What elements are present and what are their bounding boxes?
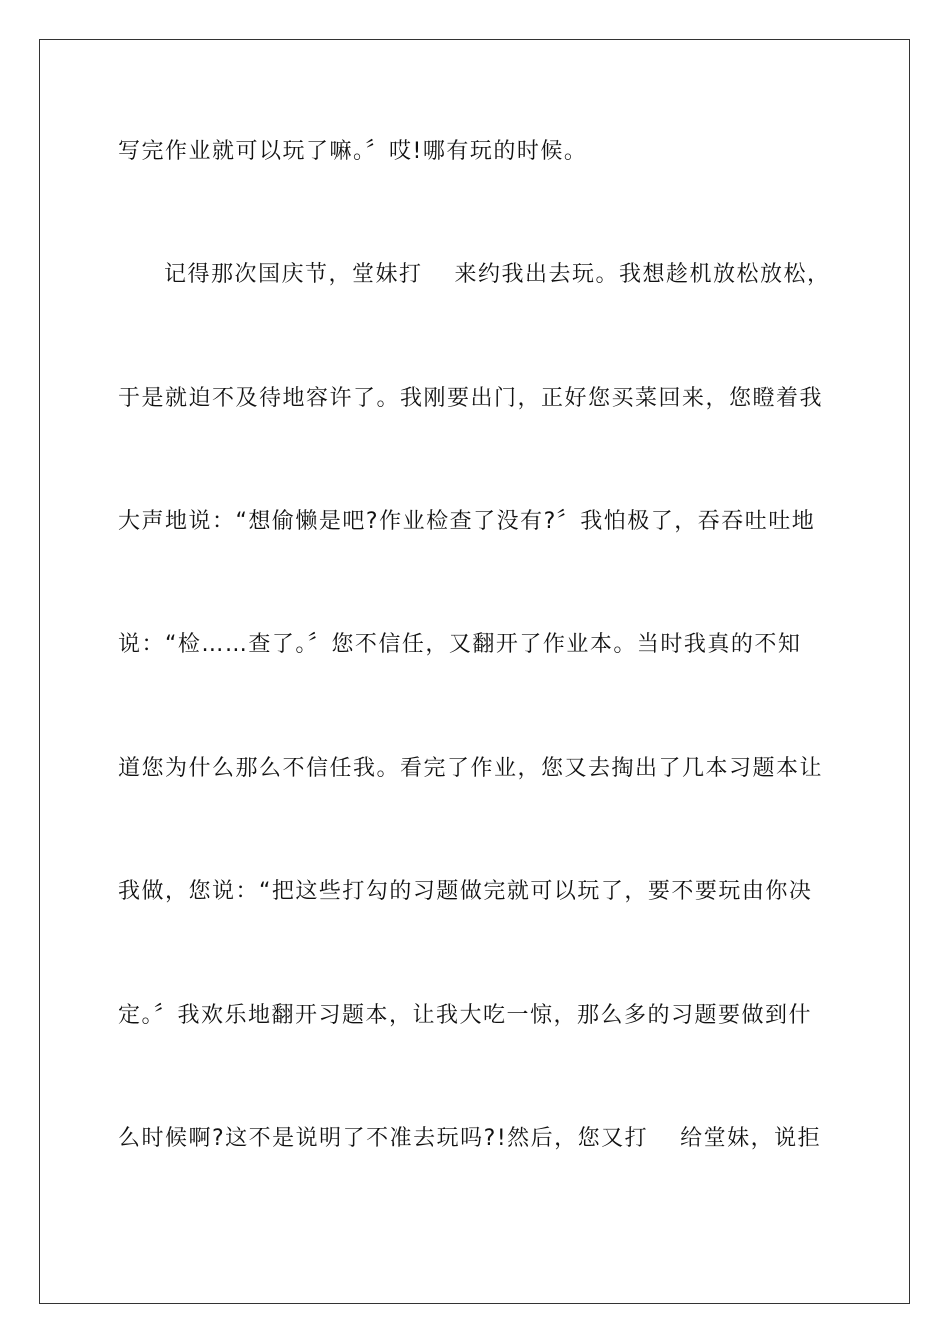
text-line-5: 说：“检……查了。〞您不信任，又翻开了作业本。当时我真的不知 — [118, 632, 802, 657]
text-line-6: 道您为什么那么不信任我。看完了作业，您又去掏出了几本习题本让 — [118, 756, 824, 781]
text-line-4: 大声地说：“想偷懒是吧?作业检查了没有?〞我怕极了，吞吞吐吐地 — [118, 509, 816, 534]
text-line-7: 我做，您说：“把这些打勾的习题做完就可以玩了，要不要玩由你决 — [118, 879, 813, 904]
document-page — [39, 39, 910, 1304]
text-line-3: 于是就迫不及待地容许了。我刚要出门，正好您买菜回来，您瞪着我 — [118, 386, 824, 411]
text-line-8: 定。〞我欢乐地翻开习题本，让我大吃一惊，那么多的习题要做到什 — [118, 1003, 813, 1028]
text-line-1: 写完作业就可以玩了嘛。〞哎!哪有玩的时候。 — [118, 139, 588, 164]
text-line-9: 么时候啊?这不是说明了不准去玩吗?!然后，您又打 给堂妹，说拒 — [118, 1126, 822, 1151]
text-line-2: 记得那次国庆节，堂妹打 来约我出去玩。我想趁机放松放松， — [164, 262, 831, 287]
